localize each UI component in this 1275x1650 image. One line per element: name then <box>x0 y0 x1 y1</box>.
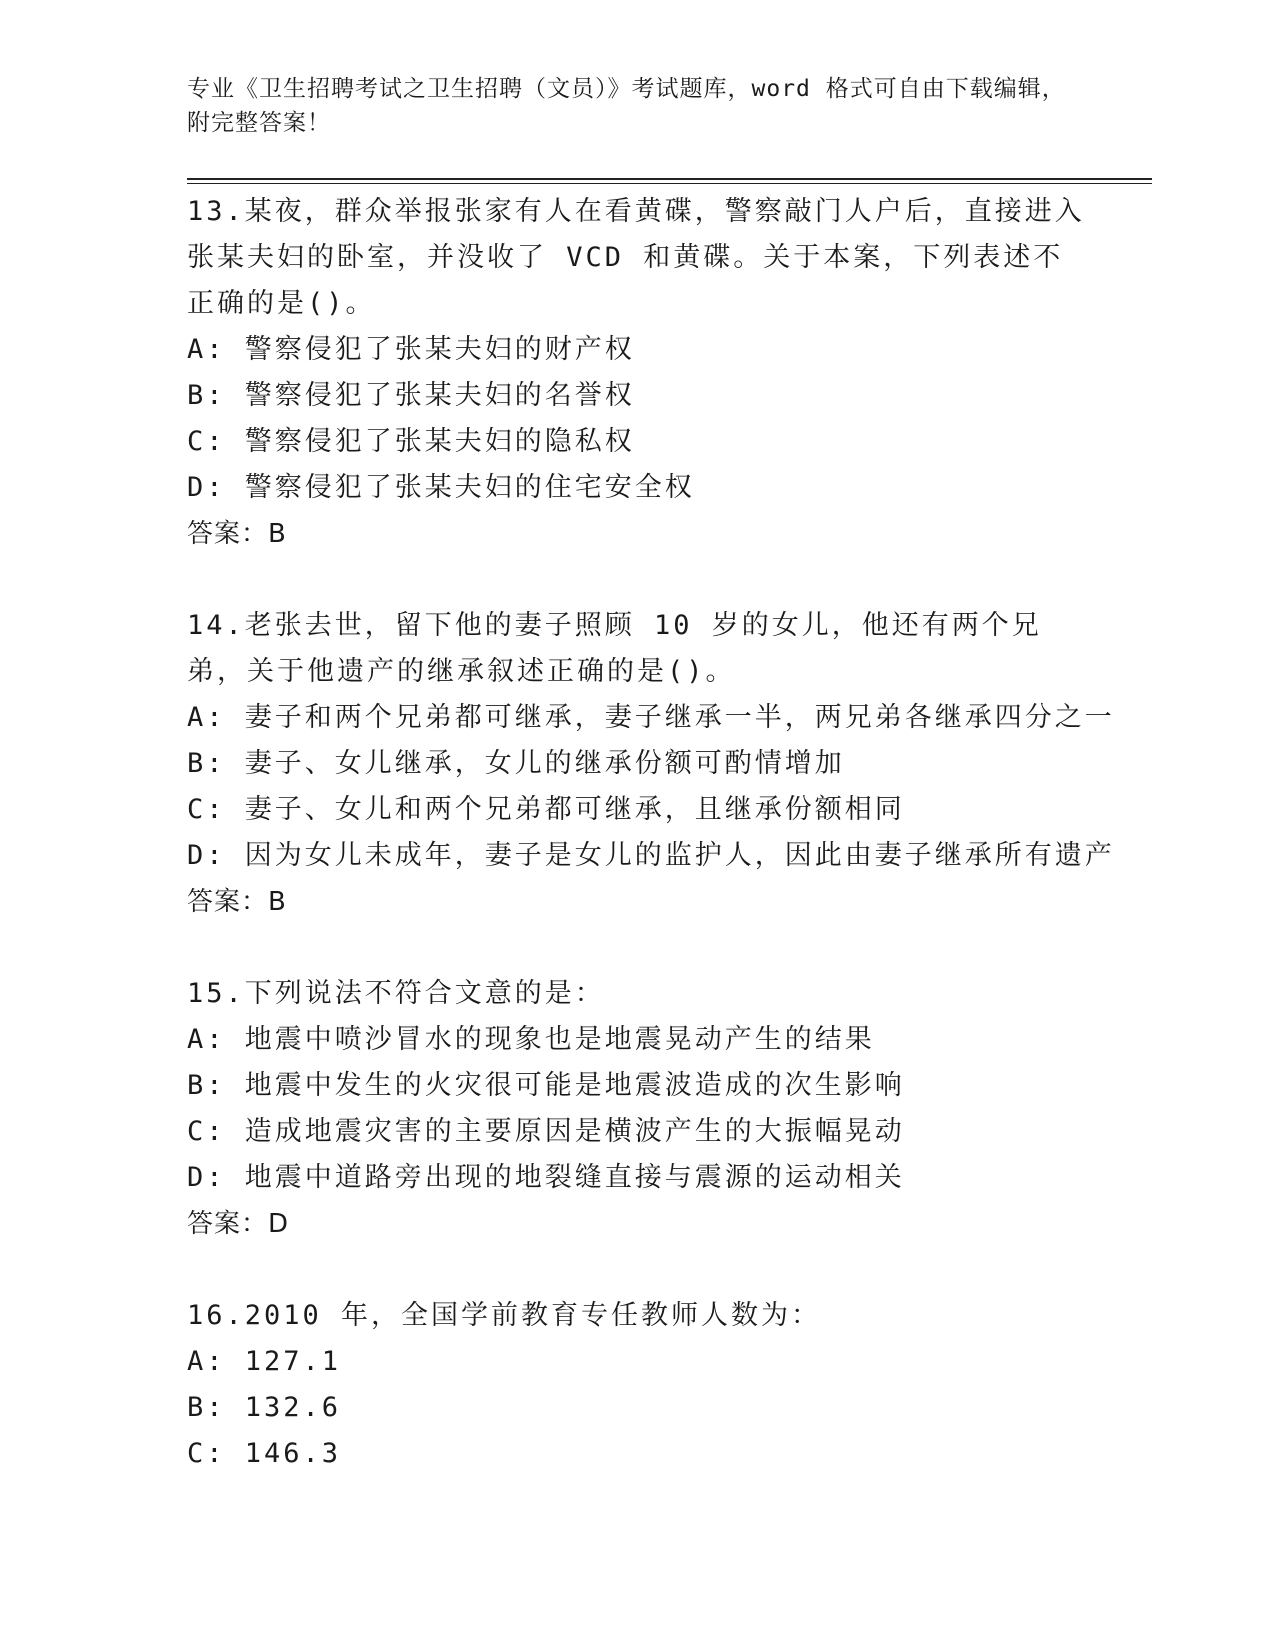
option-text: 地震中发生的火灾很可能是地震波造成的次生影响 <box>244 1070 905 1101</box>
question-list <box>187 189 1115 1523</box>
option-text: 127.1 <box>244 1346 342 1377</box>
document-header: 专业《卫生招聘考试之卫生招聘（文员）》考试题库，word 格式可自由下载编辑，附完整答案！ <box>187 76 1066 136</box>
option-d <box>187 465 1087 511</box>
option-text: 警察侵犯了张某夫妇的财产权 <box>244 334 635 365</box>
option-d <box>187 833 1115 879</box>
option-text: 警察侵犯了张某夫妇的隐私权 <box>244 426 635 457</box>
header-rule-thin <box>187 183 1152 184</box>
question-stem: 16.2010 年，全国学前教育专任教师人数为： <box>187 1300 822 1331</box>
question-stem: 13.某夜，群众举报张家有人在看黄碟，警察敲门人户后，直接进入张某夫妇的卧室，并没收了 VCD 和黄碟。关于本案，下列表述不正确的是()。 <box>187 196 1085 319</box>
option-text: 警察侵犯了张某夫妇的住宅安全权 <box>244 472 695 503</box>
option-text: 因为女儿未成年，妻子是女儿的监护人，因此由妻子继承所有遗产 <box>244 840 1115 871</box>
question-stem: 14.老张去世，留下他的妻子照顾 10 岁的女儿，他还有两个兄弟，关于他遗产的继承叙述正确的是()。 <box>187 610 1042 687</box>
option-a <box>187 327 1087 373</box>
question-16 <box>187 1293 1087 1477</box>
option-letter: D: <box>187 472 226 503</box>
option-letter: C: <box>187 794 226 825</box>
question-stem: 15.下列说法不符合文意的是： <box>187 978 605 1009</box>
option-c <box>187 1109 1087 1155</box>
question-14 <box>187 603 1115 925</box>
option-b <box>187 1385 1087 1431</box>
option-text: 妻子、女儿和两个兄弟都可继承，且继承份额相同 <box>244 794 905 825</box>
option-letter: A: <box>187 1024 226 1055</box>
answer-label: 答案：B <box>187 519 287 549</box>
option-text: 地震中喷沙冒水的现象也是地震晃动产生的结果 <box>244 1024 875 1055</box>
option-c <box>187 1431 1087 1477</box>
answer-label: 答案：B <box>187 887 287 917</box>
option-letter: C: <box>187 426 226 457</box>
option-text: 132.6 <box>244 1392 342 1423</box>
option-c <box>187 787 1087 833</box>
option-d <box>187 1155 1087 1201</box>
option-text: 造成地震灾害的主要原因是横波产生的大振幅晃动 <box>244 1116 905 1147</box>
question-13 <box>187 189 1087 557</box>
option-text: 地震中道路旁出现的地裂缝直接与震源的运动相关 <box>244 1162 905 1193</box>
option-a <box>187 1339 1087 1385</box>
option-letter: D: <box>187 840 226 871</box>
option-letter: C: <box>187 1116 226 1147</box>
option-letter: C: <box>187 1438 226 1469</box>
option-letter: A: <box>187 1346 226 1377</box>
option-b <box>187 1063 1087 1109</box>
option-text: 146.3 <box>244 1438 342 1469</box>
option-text: 妻子、女儿继承，女儿的继承份额可酌情增加 <box>244 748 845 779</box>
option-a <box>187 695 1115 741</box>
option-text: 警察侵犯了张某夫妇的名誉权 <box>244 380 635 411</box>
option-b <box>187 741 1087 787</box>
option-letter: B: <box>187 748 226 779</box>
header-rule-thick <box>187 178 1152 180</box>
option-b <box>187 373 1087 419</box>
option-c <box>187 419 1087 465</box>
question-15 <box>187 971 1087 1247</box>
answer-label: 答案：D <box>187 1209 290 1239</box>
option-letter: D: <box>187 1162 226 1193</box>
option-letter: B: <box>187 1392 226 1423</box>
option-text: 妻子和两个兄弟都可继承，妻子继承一半，两兄弟各继承四分之一 <box>244 702 1115 733</box>
option-a <box>187 1017 1087 1063</box>
option-letter: A: <box>187 334 226 365</box>
option-letter: B: <box>187 380 226 411</box>
option-letter: B: <box>187 1070 226 1101</box>
option-letter: A: <box>187 702 226 733</box>
